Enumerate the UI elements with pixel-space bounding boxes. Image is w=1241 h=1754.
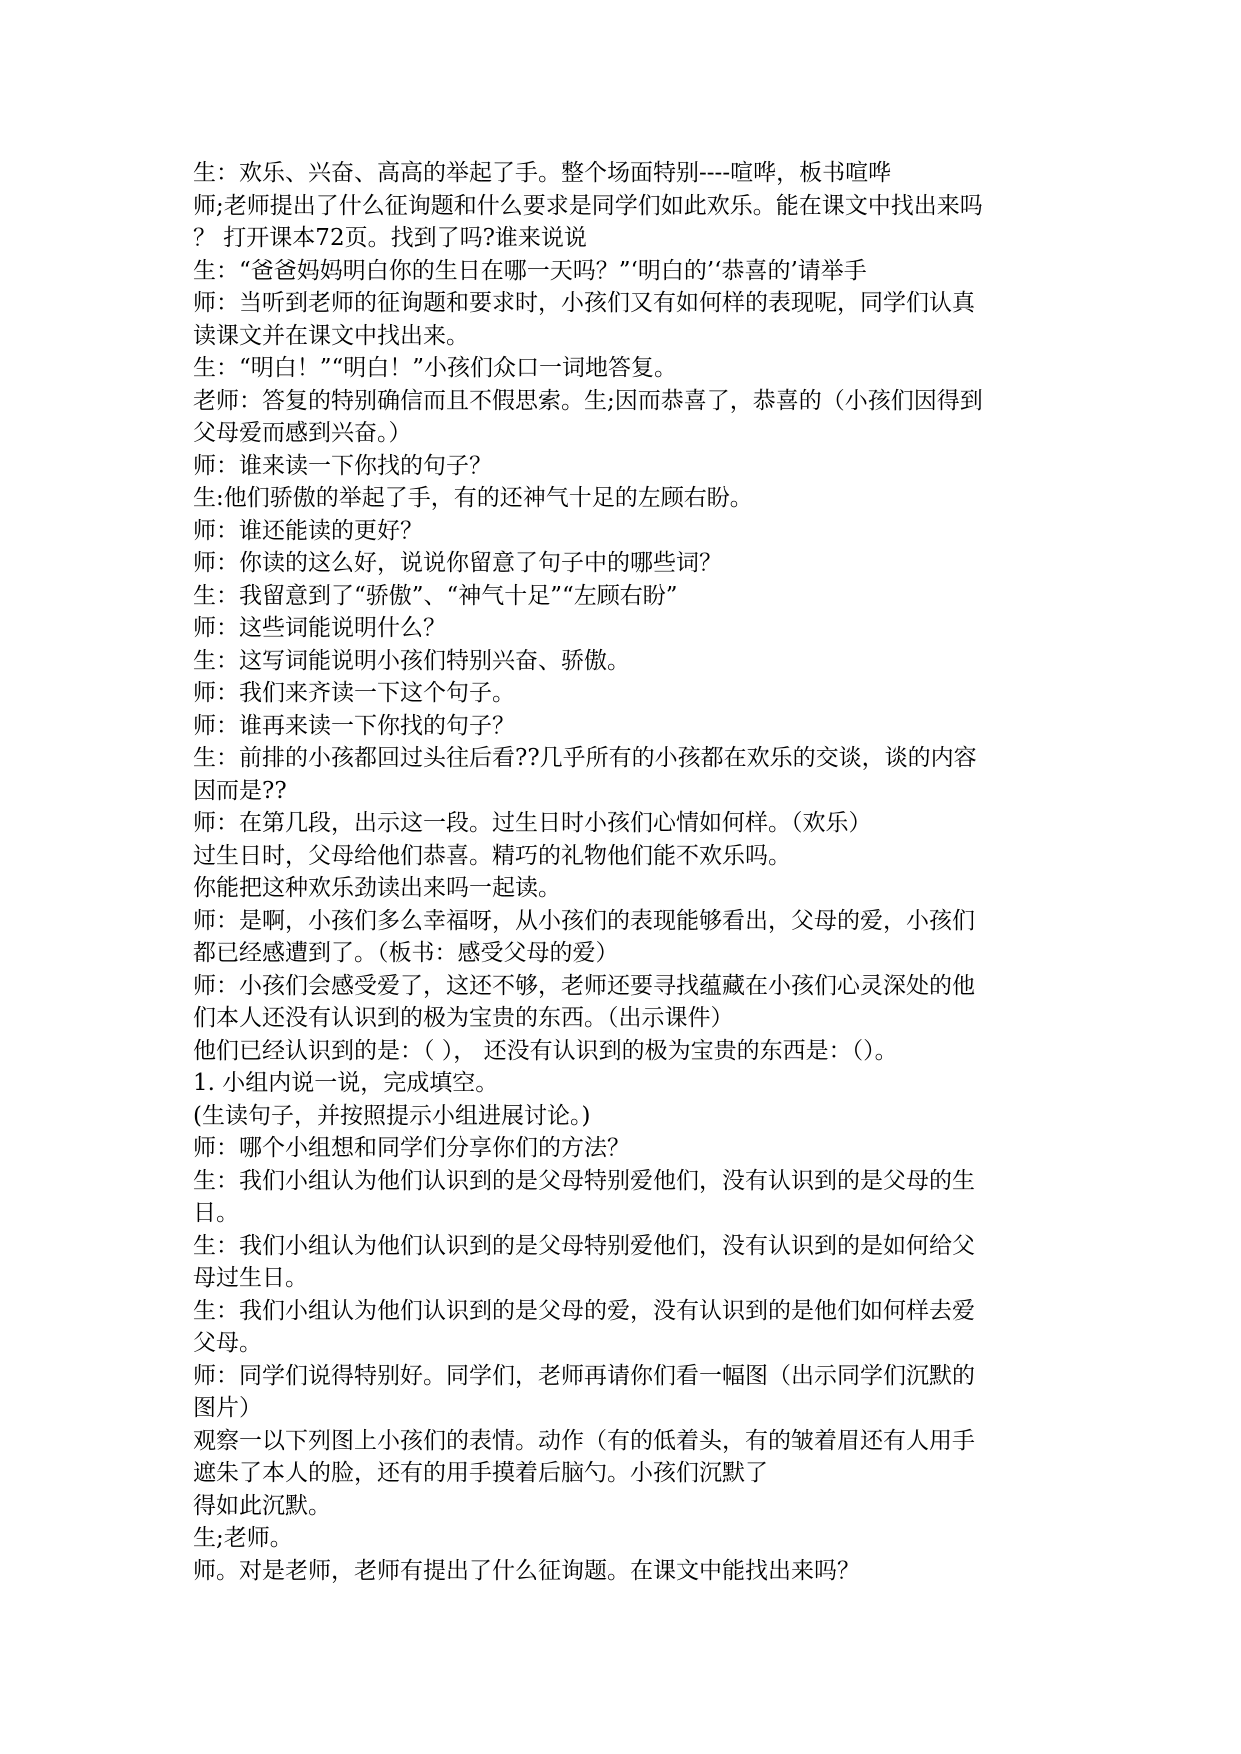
text-line: 母过生日。: [193, 1265, 308, 1291]
text-line: 师：谁来读一下你找的句子？: [193, 452, 492, 479]
text-line: 师：谁再来读一下你找的句子？: [193, 712, 515, 739]
text-line: 生：前排的小孩都回过头往后看??几乎所有的小孩都在欢乐的交谈，谈的内容: [193, 745, 977, 771]
text-line: 都已经感遭到了。（板书：感受父母的爱）: [193, 940, 619, 966]
text-line: 过生日时，父母给他们恭喜。精巧的礼物他们能不欢乐吗。: [193, 842, 791, 869]
text-line: 师：哪个小组想和同学们分享你们的方法？: [193, 1135, 630, 1161]
text-line: 生：我留意到了“骄傲”、“神气十足”“左顾右盼”: [193, 582, 678, 609]
text-line: 1. 小组内说一说，完成填空。: [193, 1070, 499, 1096]
text-line: 生：欢乐、兴奋、高高的举起了手。整个场面特别----喧哗，板书喧哗: [193, 160, 892, 186]
document-page: [193, 157, 1053, 1587]
text-line: 图片）: [193, 1395, 262, 1421]
text-line: 因而是??: [193, 777, 287, 804]
text-line: 师：谁还能读的更好？: [193, 517, 423, 544]
text-line: 生：这写词能说明小孩们特别兴奋、骄傲。: [193, 647, 630, 674]
text-line: 得如此沉默。: [193, 1492, 331, 1519]
text-line: 师：是啊，小孩们多么幸福呀，从小孩们的表现能够看出，父母的爱，小孩们: [193, 907, 975, 934]
text-line: 生：我们小组认为他们认识到的是父母特别爱他们，没有认识到的是父母的生: [193, 1167, 975, 1194]
text-line: 师：我们来齐读一下这个句子。: [193, 680, 515, 706]
text-line: 遮朱了本人的脸，还有的用手摸着后脑勺。小孩们沉默了: [193, 1460, 768, 1486]
text-line: 生：“爸爸妈妈明白你的生日在哪一天吗？”‘明白的’‘恭喜的’请举手: [193, 257, 867, 284]
text-line: 生:他们骄傲的举起了手，有的还神气十足的左顾右盼。: [193, 485, 753, 511]
text-line: 师：你读的这么好，说说你留意了句子中的哪些词？: [193, 550, 722, 576]
text-line: 生：我们小组认为他们认识到的是父母特别爱他们，没有认识到的是如何给父: [193, 1232, 975, 1259]
text-line: 生：我们小组认为他们认识到的是父母的爱，没有认识到的是他们如何样去爱: [193, 1297, 975, 1324]
text-line: 师。对是老师，老师有提出了什么征询题。在课文中能找出来吗？: [193, 1557, 860, 1584]
text-line: 父母爱而感到兴奋。）: [193, 420, 412, 446]
text-line: 生：“明白！”“明白！”小孩们众口一词地答复。: [193, 355, 678, 381]
text-line: (生读句子，并按照提示小组进展讨论。): [193, 1102, 591, 1129]
text-line: 师：这些词能说明什么？: [193, 615, 446, 641]
text-line: 生;老师。: [193, 1525, 293, 1551]
text-line: 师：同学们说得特别好。同学们，老师再请你们看一幅图（出示同学们沉默的: [193, 1362, 975, 1389]
text-line: 师：当听到老师的征询题和要求时，小孩们又有如何样的表现呢，同学们认真: [193, 290, 975, 316]
text-line: 观察一以下列图上小孩们的表情。动作（有的低着头，有的皱着眉还有人用手: [193, 1427, 975, 1454]
text-line: 你能把这种欢乐劲读出来吗一起读。: [193, 875, 561, 901]
text-line: 师：小孩们会感受爱了，这还不够，老师还要寻找蕴藏在小孩们心灵深处的他: [193, 972, 975, 999]
text-line: 他们已经认识到的是：（ ）， 还没有认识到的极为宝贵的东西是：（）。: [193, 1037, 898, 1064]
text-line: 日。: [193, 1200, 239, 1226]
text-line: 师;老师提出了什么征询题和什么要求是同学们如此欢乐。能在课文中找出来吗: [193, 192, 983, 219]
text-line: 老师：答复的特别确信而且不假思索。生;因而恭喜了，恭喜的（小孩们因得到: [193, 387, 983, 414]
text-line: 父母。: [193, 1330, 262, 1356]
text-line: 读课文并在课文中找出来。: [193, 322, 469, 349]
text-line: ？ 打开课本72页。找到了吗?谁来说说: [193, 225, 587, 251]
text-line: 们本人还没有认识到的极为宝贵的东西。（出示课件）: [193, 1005, 734, 1031]
text-line: 师：在第几段，出示这一段。过生日时小孩们心情如何样。（欢乐）: [193, 810, 872, 836]
